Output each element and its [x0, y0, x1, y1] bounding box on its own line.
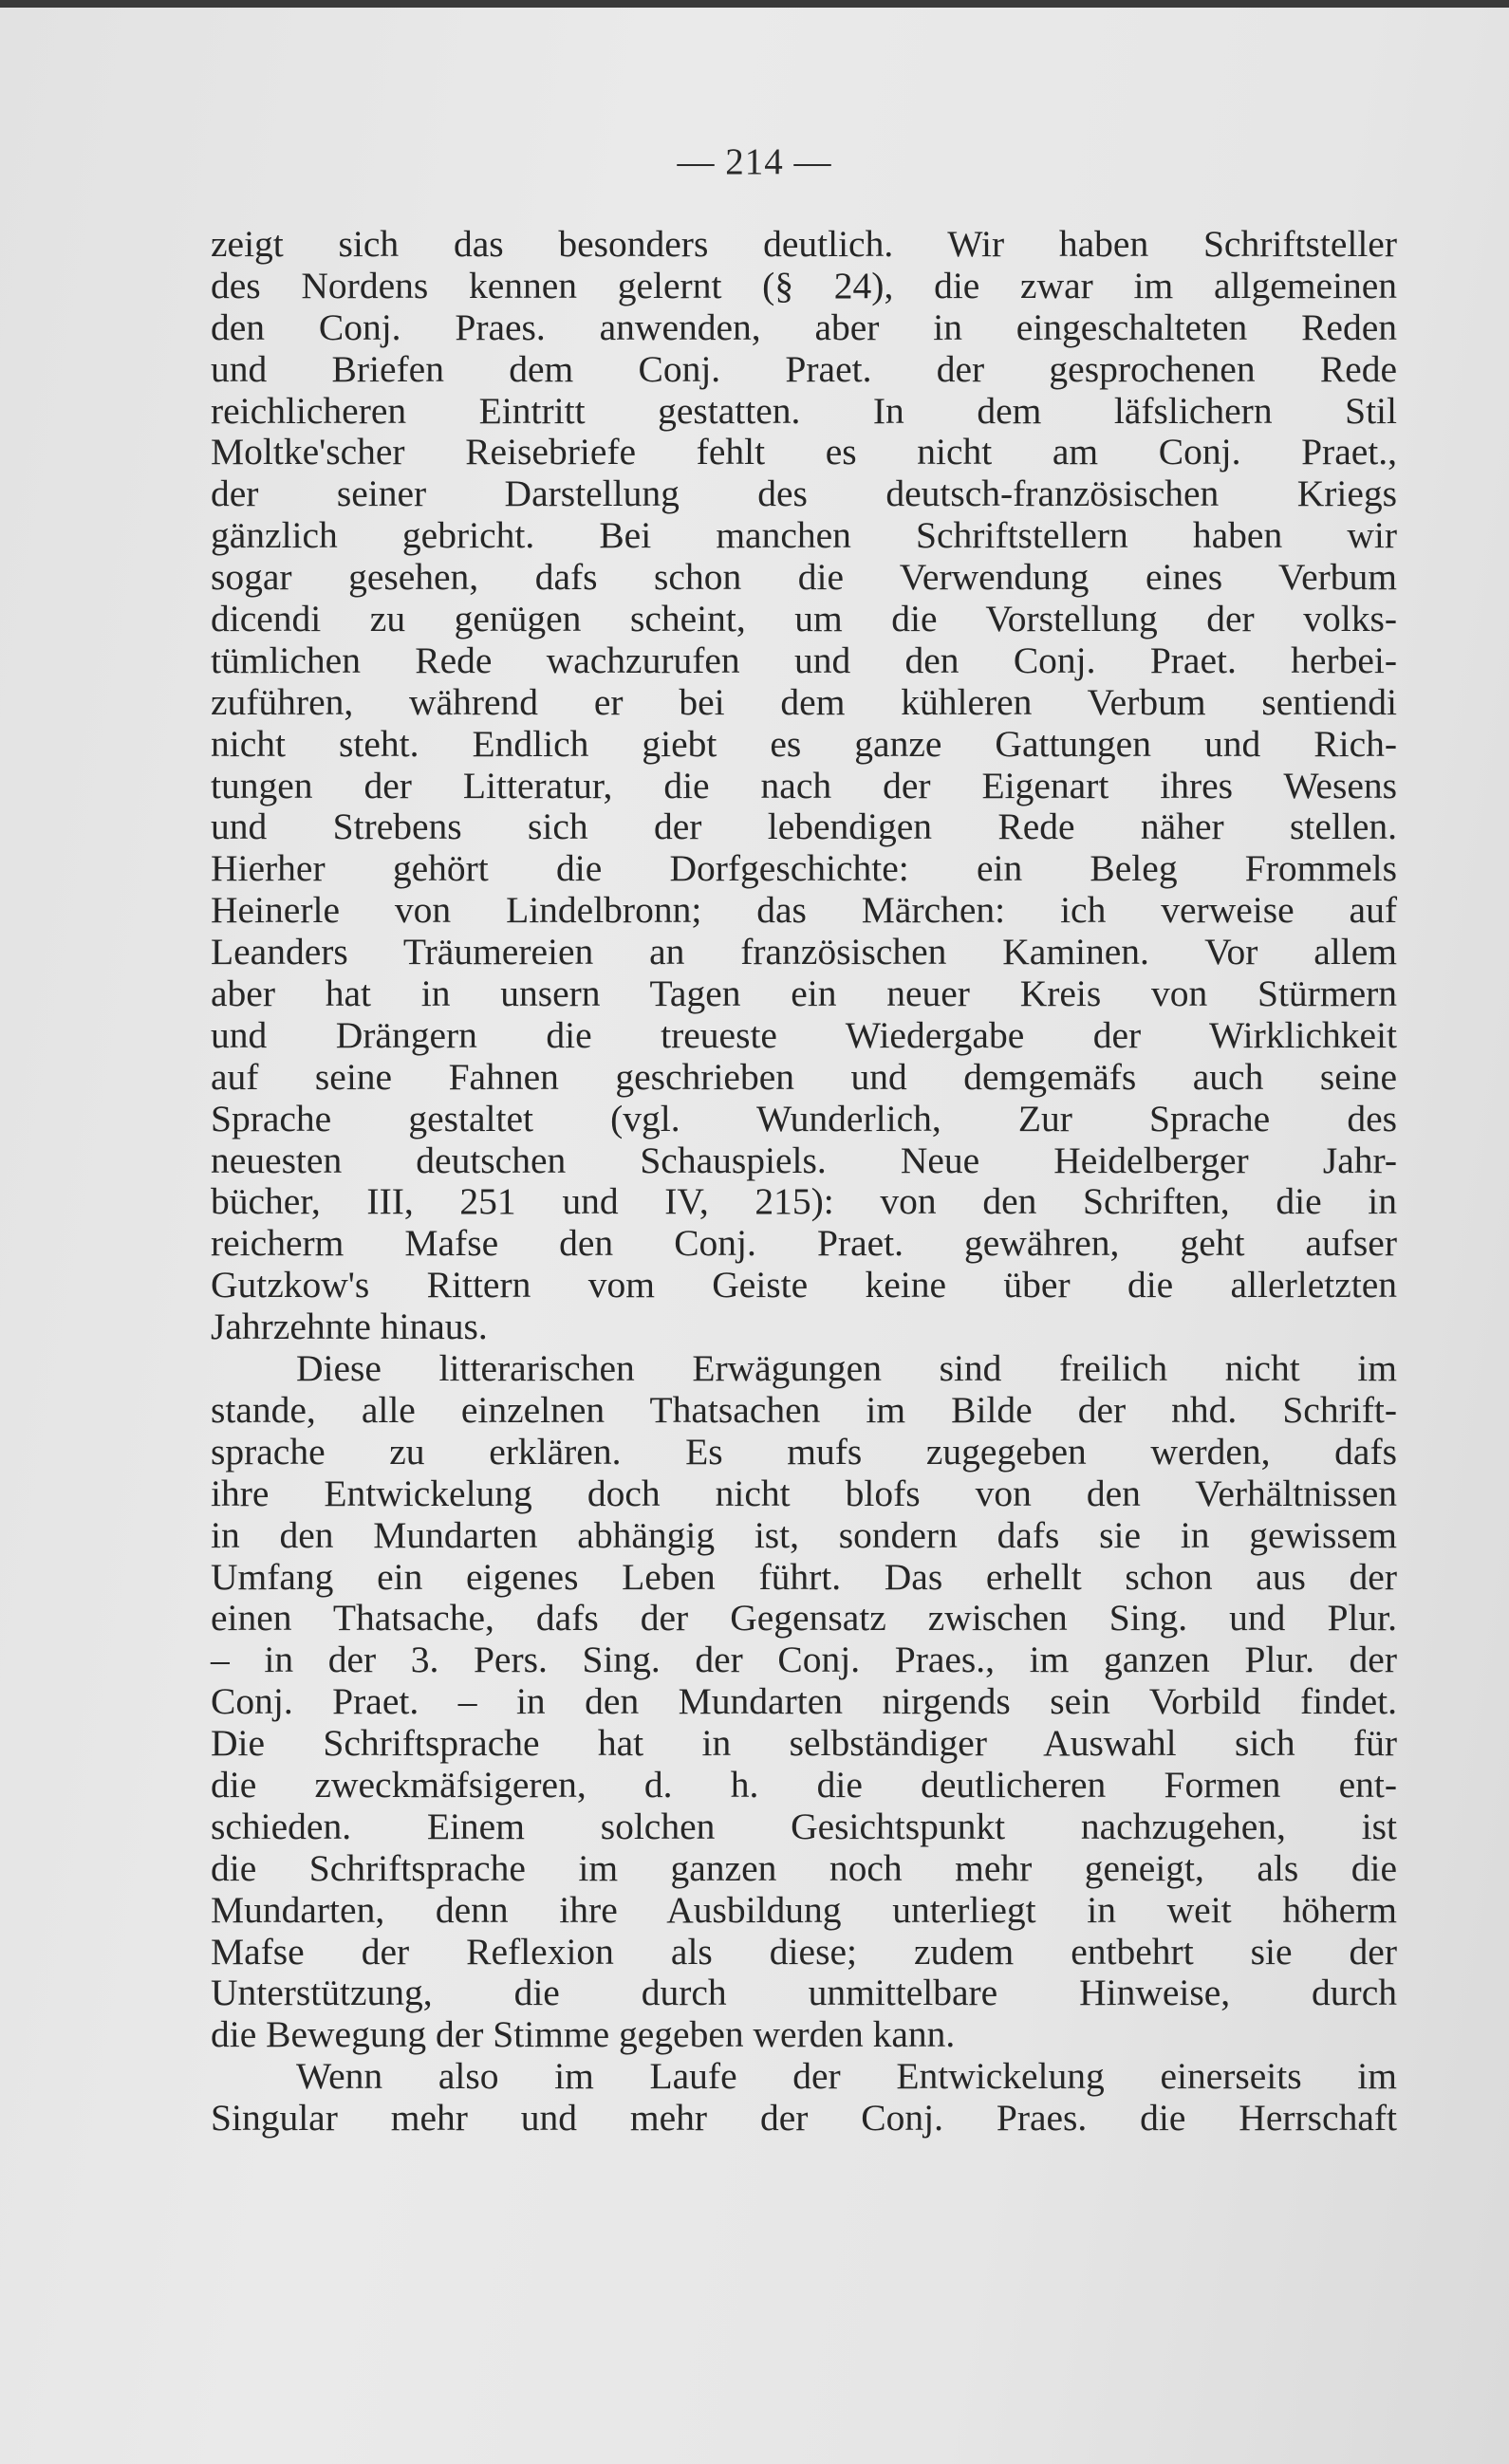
text-line: des Nordens kennen gelernt (§ 24), die zwar im allgemeinen — [211, 264, 1397, 306]
text-line: reichlicheren Eintritt gestatten. In dem läfslichern Stil — [211, 389, 1397, 432]
text-line: – in der 3. Pers. Sing. der Conj. Praes., im ganzen Plur. der — [211, 1639, 1397, 1681]
text-line: Diese litterarischen Erwägungen sind freilich nicht im — [296, 1347, 1397, 1390]
text-line: Hierher gehört die Dorfgeschichte: ein Beleg Frommels — [211, 847, 1397, 890]
text-line: ihre Entwickelung doch nicht blofs von den Verhältnissen — [211, 1472, 1397, 1514]
text-line: reicherm Mafse den Conj. Praet. gewähren, geht aufser — [211, 1222, 1397, 1265]
text-line: Mundarten, denn ihre Ausbildung unterliegt in weit höherm — [211, 1888, 1397, 1931]
text-line: nicht steht. Endlich giebt es ganze Gattungen und Rich- — [211, 722, 1397, 765]
text-line: einen Thatsache, dafs der Gegensatz zwischen Sing. und Plur. — [211, 1597, 1397, 1640]
text-line: sprache zu erklären. Es mufs zugegeben werden, dafs — [211, 1430, 1397, 1473]
text-line: Sprache gestaltet (vgl. Wunderlich, Zur Sprache des — [211, 1097, 1397, 1139]
text-line: Heinerle von Lindelbronn; das Märchen: ich verweise auf — [211, 889, 1397, 932]
text-line: Leanders Träumereien an französischen Kaminen. Vor allem — [211, 931, 1397, 973]
text-line: Singular mehr und mehr der Conj. Praes. die Herrschaft — [211, 2097, 1397, 2140]
text-line: zeigt sich das besonders deutlich. Wir haben Schriftsteller — [211, 223, 1397, 265]
text-line: Moltke'scher Reisebriefe fehlt es nicht am Conj. Praet., — [211, 431, 1397, 473]
text-line: die zweckmäfsigeren, d. h. die deutlicheren Formen ent- — [211, 1763, 1397, 1806]
text-line: und Drängern die treueste Wiedergabe der Wirklichkeit — [211, 1013, 1397, 1056]
text-line: Mafse der Reflexion als diese; zudem entbehrt sie der — [211, 1930, 1397, 1973]
text-line: Die Schriftsprache hat in selbständiger Auswahl sich für — [211, 1722, 1397, 1765]
text-line: und Briefen dem Conj. Praet. der gesprochenen Rede — [211, 347, 1397, 390]
text-line: zuführen, während er bei dem kühleren Verbum sentiendi — [211, 680, 1397, 723]
page-number: — 214 — — [677, 141, 832, 182]
text-line: aber hat in unsern Tagen ein neuer Kreis von Stürmern — [211, 973, 1397, 1015]
text-line: tümlichen Rede wachzurufen und den Conj. Praet. herbei- — [211, 639, 1397, 681]
text-line: tungen der Litteratur, die nach der Eigenart ihres Wesens — [211, 764, 1397, 806]
text-line: Jahrzehnte hinaus. — [211, 1306, 488, 1348]
text-line: bücher, III, 251 und IV, 215): von den Schriften, die in — [211, 1180, 1397, 1223]
text-line: Conj. Praet. – in den Mundarten nirgends sein Vorbild findet. — [211, 1680, 1397, 1723]
text-line: auf seine Fahnen geschrieben und demgemäfs auch seine — [211, 1055, 1397, 1098]
text-line: stande, alle einzelnen Thatsachen im Bilde der nhd. Schrift- — [211, 1388, 1397, 1431]
text-line: Umfang ein eigenes Leben führt. Das erhellt schon aus der — [211, 1555, 1397, 1598]
text-line: in den Mundarten abhängig ist, sondern dafs sie in gewissem — [211, 1513, 1397, 1556]
text-line: neuesten deutschen Schauspiels. Neue Heidelberger Jahr- — [211, 1139, 1397, 1181]
text-line: Gutzkow's Rittern vom Geiste keine über die allerletzten — [211, 1264, 1397, 1306]
text-line: schieden. Einem solchen Gesichtspunkt nachzugehen, ist — [211, 1805, 1397, 1847]
text-line: Unterstützung, die durch unmittelbare Hinweise, durch — [211, 1972, 1397, 2014]
text-line: der seiner Darstellung des deutsch-französischen Kriegs — [211, 472, 1397, 515]
text-line: die Schriftsprache im ganzen noch mehr geneigt, als die — [211, 1846, 1397, 1889]
text-line: und Strebens sich der lebendigen Rede näher stellen. — [211, 806, 1397, 848]
text-line: sogar gesehen, dafs schon die Verwendung eines Verbum — [211, 556, 1397, 599]
body-text — [211, 224, 1397, 2140]
page-top-edge — [0, 0, 1509, 8]
text-line: den Conj. Praes. anwenden, aber in eingeschalteten Reden — [211, 306, 1397, 348]
text-line: dicendi zu genügen scheint, um die Vorstellung der volks- — [211, 598, 1397, 640]
text-line: die Bewegung der Stimme gegeben werden kann. — [211, 2013, 956, 2056]
text-line: gänzlich gebricht. Bei manchen Schriftstellern haben wir — [211, 514, 1397, 557]
text-line: Wenn also im Laufe der Entwickelung einerseits im — [296, 2055, 1397, 2098]
